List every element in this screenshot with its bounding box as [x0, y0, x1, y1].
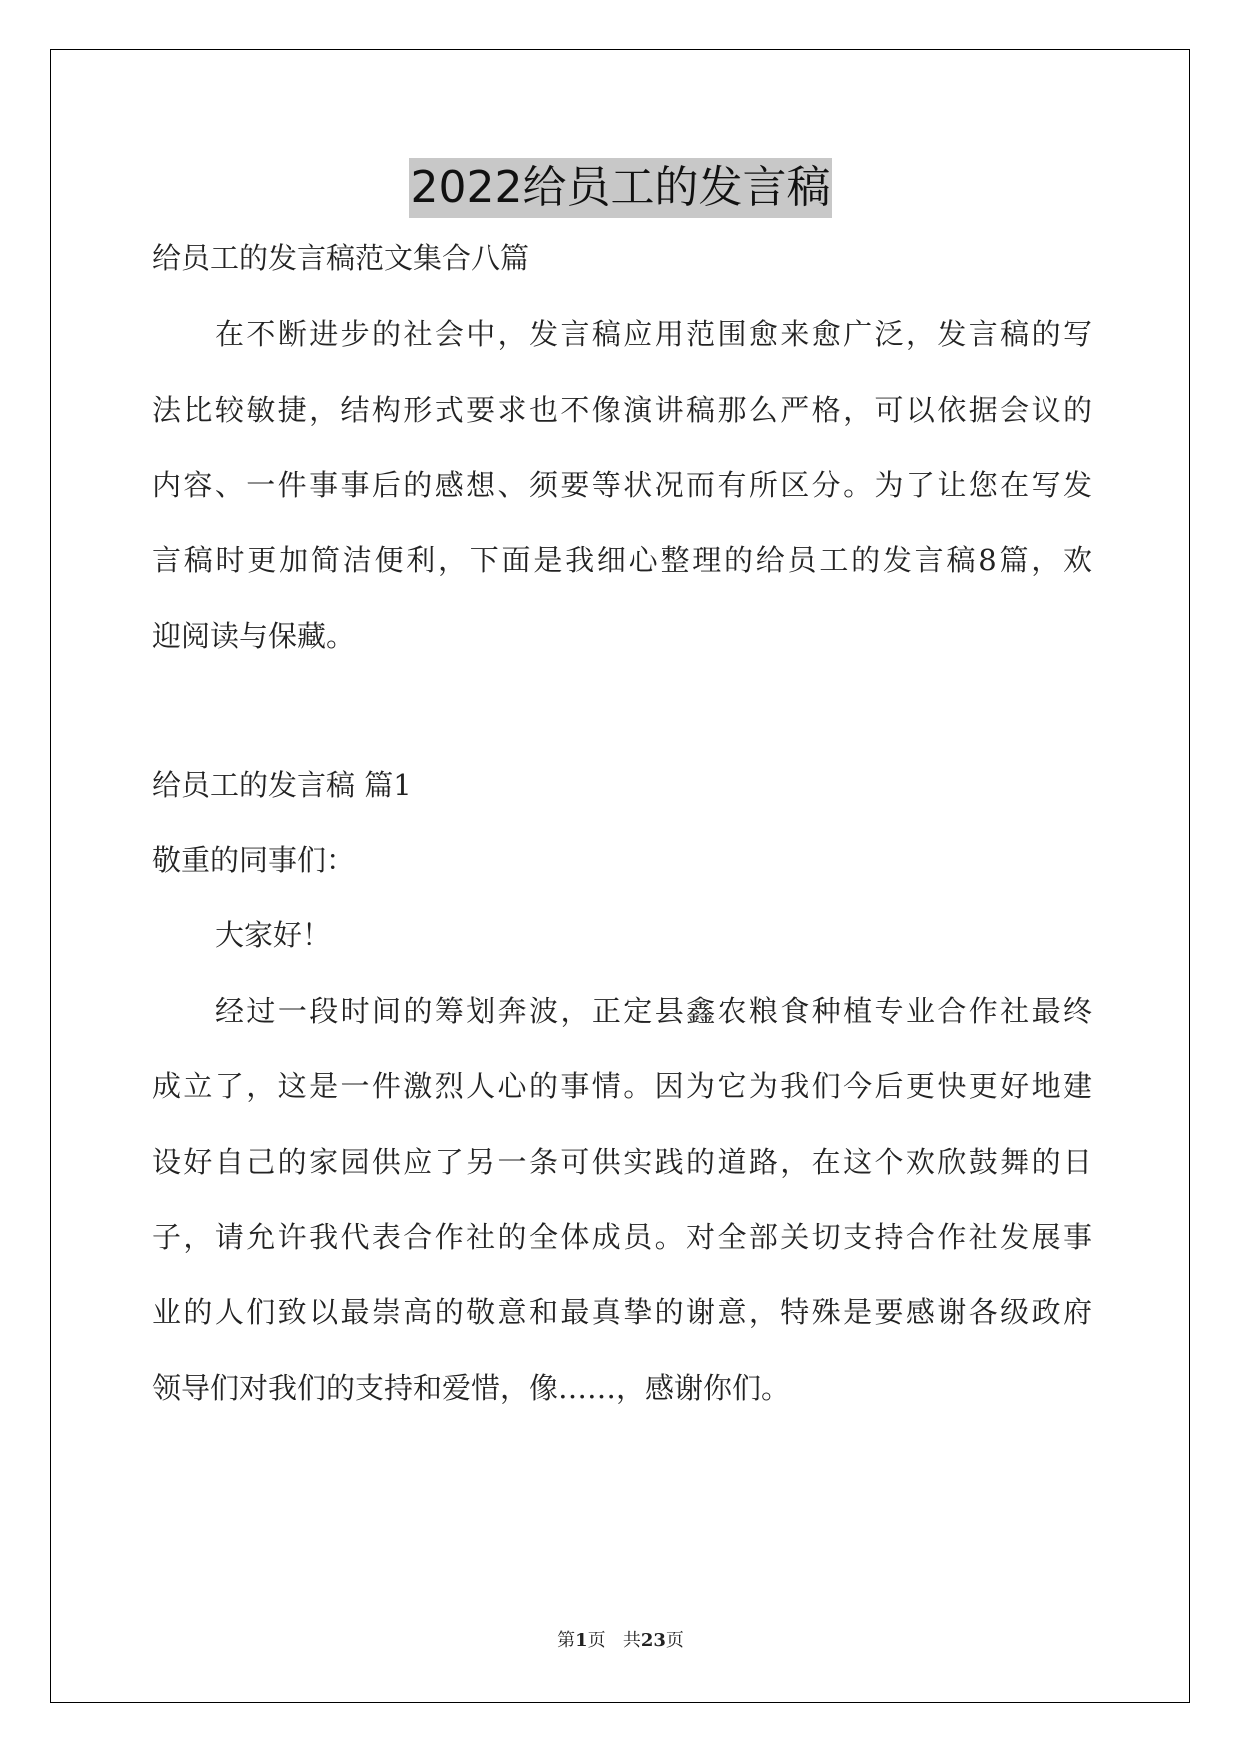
page-footer: [0, 1629, 1241, 1653]
intro-line: 言稿时更加简洁便利，下面是我细心整理的给员工的发言稿8篇，欢: [152, 543, 1092, 577]
title-container: [0, 158, 1241, 218]
section-heading: 给员工的发言稿 篇1: [152, 768, 412, 802]
body-line: 子，请允许我代表合作社的全体成员。对全部关切支持合作社发展事: [152, 1220, 1092, 1254]
intro-line: 迎阅读与保藏。: [152, 619, 356, 653]
greeting: 大家好！: [215, 918, 332, 952]
document-subtitle: 给员工的发言稿范文集合八篇: [152, 241, 530, 275]
body-line: 领导们对我们的支持和爱惜，像……，感谢你们。: [152, 1371, 791, 1405]
footer-page-suffix: 页: [587, 1630, 606, 1651]
intro-line: 内容、一件事事后的感想、须要等状况而有所区分。为了让您在写发: [152, 468, 1092, 502]
footer-total-pages: 23: [640, 1630, 666, 1651]
intro-line: 法比较敏捷，结构形式要求也不像演讲稿那么严格，可以依据会议的: [152, 393, 1092, 427]
body-line: 业的人们致以最崇高的敬意和最真挚的谢意，特殊是要感谢各级政府: [152, 1295, 1092, 1329]
body-line: 成立了，这是一件激烈人心的事情。因为它为我们今后更快更好地建: [152, 1069, 1092, 1103]
intro-line: 在不断进步的社会中，发言稿应用范围愈来愈广泛，发言稿的写: [215, 317, 1092, 351]
document-title: 2022给员工的发言稿: [409, 158, 833, 218]
footer-page-prefix: 第: [557, 1630, 576, 1651]
salutation: 敬重的同事们：: [152, 843, 356, 877]
footer-total-prefix: 共: [622, 1630, 641, 1651]
footer-total-suffix: 页: [665, 1630, 684, 1651]
footer-page-number: 1: [575, 1630, 588, 1651]
body-line: 经过一段时间的筹划奔波，正定县鑫农粮食种植专业合作社最终: [215, 994, 1092, 1028]
body-line: 设好自己的家园供应了另一条可供实践的道路，在这个欢欣鼓舞的日: [152, 1145, 1092, 1179]
